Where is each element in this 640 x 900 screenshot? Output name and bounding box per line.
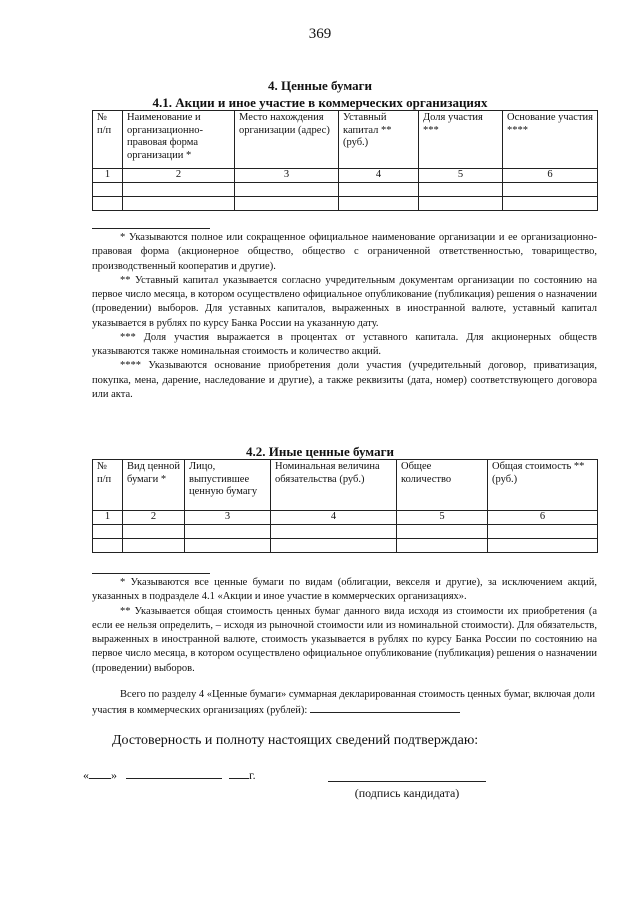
footnote: ** Указывается общая стоимость ценных бумаг данного вида исходя из стоимости их приобретения (а если ее нельзя определить, – исходя из рыночной стоимости или из номинальной стоимости). Для обязательств, выраженных в иностранной валюте, стоимость указывается в рублях по курсу Банка России по состоянию на первое число месяца, в котором осуществлено официальное опубликование (публикация) решения о назначении (проведении) выборов.	[92, 605, 597, 674]
empty-cell[interactable]	[339, 196, 419, 210]
empty-cell[interactable]	[235, 196, 339, 210]
footnotes-4-2	[92, 576, 597, 676]
header-organization-name: Наименование и организационно-правовая форма организации *	[123, 111, 235, 169]
header-nominal-value: Номинальная величина обязательства (руб.)	[271, 460, 397, 511]
confirmation-statement: Достоверность и полноту настоящих сведений подтверждаю:	[112, 733, 479, 748]
header-share: Доля участия ***	[419, 111, 503, 169]
subsection-4-1-title: 4.1. Акции и иное участие в коммерческих организациях	[152, 95, 488, 110]
footnote: * Указываются полное или сокращенное официальное наименование организации и ее организационно-правовая форма (акционерное общество, общество с ограниченной ответственностью, товарищество, производственный кооператив и другие).	[92, 232, 597, 272]
column-number-row	[93, 511, 598, 525]
header-total-cost: Общая стоимость ** (руб.)	[488, 460, 598, 511]
empty-cell[interactable]	[123, 196, 235, 210]
footnote-rule	[92, 573, 210, 574]
empty-cell[interactable]	[93, 196, 123, 210]
column-number: 4	[339, 169, 419, 183]
empty-cell[interactable]	[93, 538, 123, 552]
table-row	[93, 524, 598, 538]
empty-cell[interactable]	[185, 524, 271, 538]
empty-cell[interactable]	[123, 182, 235, 196]
empty-cell[interactable]	[271, 524, 397, 538]
empty-cell[interactable]	[339, 182, 419, 196]
empty-cell[interactable]	[185, 538, 271, 552]
footnote: *** Доля участия выражается в процентах от уставного капитала. Для акционерных обществ указываются также номинальная стоимость и количество акций.	[92, 331, 597, 358]
empty-cell[interactable]	[123, 524, 185, 538]
empty-cell[interactable]	[503, 196, 598, 210]
footnote: ** Уставный капитал указывается согласно учредительным документам организации по состоянию на первое число месяца, в котором осуществлено официальное опубликование (публикация) решения о назначении (проведении) выборов. Для уставных капиталов, выраженных в иностранной валюте, уставный капитал указывается в рублях по курсу Банка России на указанную дату.	[92, 274, 597, 329]
header-number: № п/п	[93, 460, 123, 511]
column-number: 2	[123, 511, 185, 525]
column-number: 6	[488, 511, 598, 525]
date-open-quote: «	[83, 768, 89, 782]
footnote: * Указываются все ценные бумаги по видам (облигации, векселя и другие), за исключением акций, указанных в подразделе 4.1 «Акции и иное участие в коммерческих организациях».	[92, 577, 597, 603]
section-title: 4. Ценные бумаги	[267, 78, 373, 93]
empty-cell[interactable]	[488, 538, 598, 552]
header-charter-capital: Уставный капитал ** (руб.)	[339, 111, 419, 169]
empty-cell[interactable]	[123, 538, 185, 552]
empty-cell[interactable]	[271, 538, 397, 552]
header-number: № п/п	[93, 111, 123, 169]
column-number: 3	[185, 511, 271, 525]
column-number-row	[93, 169, 598, 183]
date-day-blank[interactable]	[89, 767, 111, 779]
empty-cell[interactable]	[397, 524, 488, 538]
header-location: Место нахождения организации (адрес)	[235, 111, 339, 169]
shares-table	[92, 110, 598, 211]
column-number: 5	[419, 169, 503, 183]
subsection-4-2-title: 4.2. Иные ценные бумаги	[246, 444, 394, 459]
empty-cell[interactable]	[93, 524, 123, 538]
footnotes-4-1	[92, 231, 597, 402]
table-header-row	[93, 460, 598, 511]
total-text: Всего по разделу 4 «Ценные бумаги» суммарная декларированная стоимость ценных бумаг, включая доли участия в коммерческих организациях (рублей):	[92, 689, 595, 717]
header-security-type: Вид ценной бумаги *	[123, 460, 185, 511]
header-issuer: Лицо, выпустившее ценную бумагу	[185, 460, 271, 511]
column-number: 4	[271, 511, 397, 525]
empty-cell[interactable]	[419, 182, 503, 196]
empty-cell[interactable]	[488, 524, 598, 538]
footnote: **** Указываются основание приобретения доли участия (учредительный договор, приватизация, покупка, мена, дарение, наследование и другие), а также реквизиты (дата, номер) соответствующего договора или акта.	[92, 360, 597, 400]
column-number: 2	[123, 169, 235, 183]
column-number: 6	[503, 169, 598, 183]
signature-caption: (подпись кандидата)	[354, 786, 460, 800]
table-header-row	[93, 111, 598, 169]
table-row	[93, 196, 598, 210]
header-basis: Основание участия ****	[503, 111, 598, 169]
empty-cell[interactable]	[93, 182, 123, 196]
securities-table	[92, 459, 598, 553]
footnote-rule	[92, 228, 210, 229]
empty-cell[interactable]	[397, 538, 488, 552]
page-number: 369	[308, 26, 332, 42]
table-row	[93, 182, 598, 196]
signature-line[interactable]	[328, 781, 486, 782]
header-total-quantity: Общее количество	[397, 460, 488, 511]
column-number: 5	[397, 511, 488, 525]
total-amount-blank[interactable]	[310, 702, 460, 713]
column-number: 1	[93, 511, 123, 525]
date-field	[83, 767, 256, 783]
date-month-blank[interactable]	[126, 767, 222, 779]
table-row	[93, 538, 598, 552]
date-year-suffix: г.	[249, 768, 256, 782]
empty-cell[interactable]	[419, 196, 503, 210]
total-declaration	[92, 688, 597, 719]
empty-cell[interactable]	[503, 182, 598, 196]
date-close-quote: »	[111, 768, 117, 782]
empty-cell[interactable]	[235, 182, 339, 196]
column-number: 3	[235, 169, 339, 183]
date-year-blank[interactable]	[229, 767, 249, 779]
column-number: 1	[93, 169, 123, 183]
